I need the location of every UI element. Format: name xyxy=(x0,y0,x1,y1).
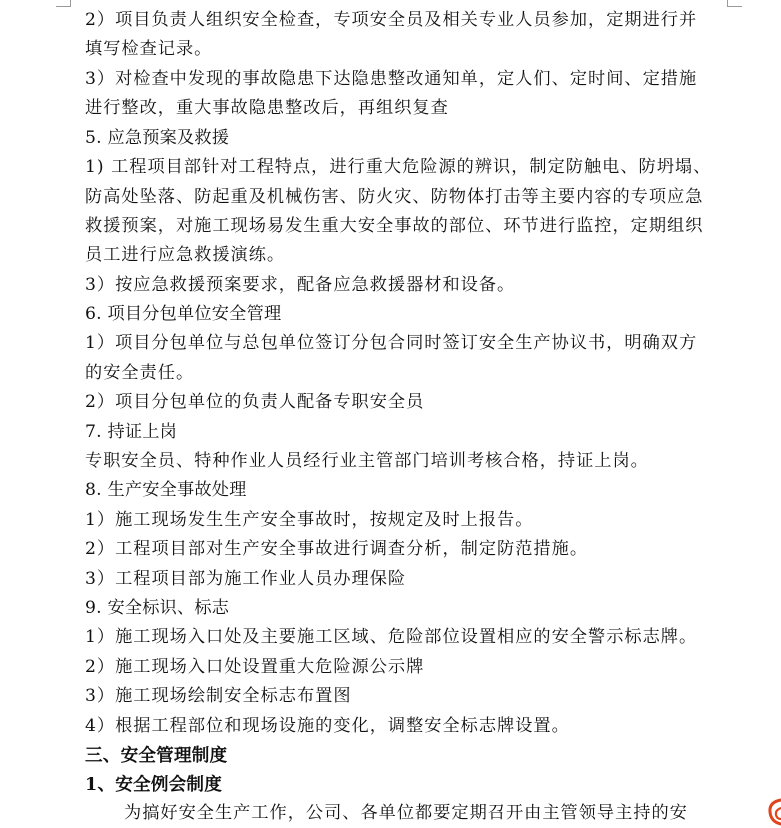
paragraph-line: 为搞好安全生产工作，公司、各单位都要定期召开由主管领导主持的安 xyxy=(124,803,688,823)
paragraph-line: 3）施工现场绘制安全标志布置图 xyxy=(85,686,352,706)
paragraph-line: 2）项目分包单位的负责人配备专职安全员 xyxy=(85,392,425,412)
chapter-heading: 三、安全管理制度 xyxy=(85,745,228,766)
paragraph-line: 4）根据工程部位和现场设施的变化，调整安全标志牌设置。 xyxy=(85,716,570,736)
paragraph-line: 的安全责任。 xyxy=(85,363,195,383)
section-heading: 7. 持证上岗 xyxy=(85,422,178,442)
top-left-corner-mark-icon xyxy=(56,0,71,7)
paragraph-line: 填写检查记录。 xyxy=(85,39,213,59)
paragraph-line: 进行整改，重大事故隐患整改后，再组织复查 xyxy=(85,98,449,118)
top-right-corner-mark-icon xyxy=(727,0,742,7)
paragraph-line: 3）按应急救援预案要求，配备应急救援器材和设备。 xyxy=(85,275,516,295)
paragraph-line: 1）施工现场发生生产安全事故时，按规定及时上报告。 xyxy=(85,510,534,530)
paragraph-line: 救援预案，对施工现场易发生重大安全事故的部位、环节进行监控，定期组织 xyxy=(85,216,704,236)
paragraph-line: 1）施工现场入口处及主要施工区域、危险部位设置相应的安全警示标志牌。 xyxy=(85,627,698,647)
section-heading: 5. 应急预案及救援 xyxy=(85,128,230,148)
paragraph-line: 1）项目分包单位与总包单位签订分包合同时签订安全生产协议书，明确双方 xyxy=(85,333,698,353)
paragraph-line: 1) 工程项目部针对工程特点，进行重大危险源的辨识，制定防触电、防坍塌、 xyxy=(85,157,712,177)
paragraph-line: 专职安全员、特种作业人员经行业主管部门培训考核合格，持证上岗。 xyxy=(85,451,649,471)
paragraph-line: 3）对检查中发现的事故隐患下达隐患整改通知单，定人们、定时间、定措施 xyxy=(85,69,698,89)
section-heading: 8. 生产安全事故处理 xyxy=(85,480,247,500)
paragraph-line: 防高处坠落、防起重及机械伤害、防火灾、防物体打击等主要内容的专项应急 xyxy=(85,187,704,207)
section-heading: 9. 安全标识、标志 xyxy=(85,598,230,618)
paragraph-line: 2）施工现场入口处设置重大危险源公示牌 xyxy=(85,657,425,677)
orange-edge-logo-icon xyxy=(767,796,781,828)
section-heading: 6. 项目分包单位安全管理 xyxy=(85,304,282,324)
paragraph-line: 2）项目负责人组织安全检查，专项安全员及相关专业人员参加，定期进行并 xyxy=(85,10,698,30)
paragraph-line: 员工进行应急救援演练。 xyxy=(85,245,286,265)
subsection-heading: 1、安全例会制度 xyxy=(85,774,222,795)
paragraph-line: 3）工程项目部为施工作业人员办理保险 xyxy=(85,569,407,589)
paragraph-line: 2）工程项目部对生产安全事故进行调查分析，制定防范措施。 xyxy=(85,539,589,559)
